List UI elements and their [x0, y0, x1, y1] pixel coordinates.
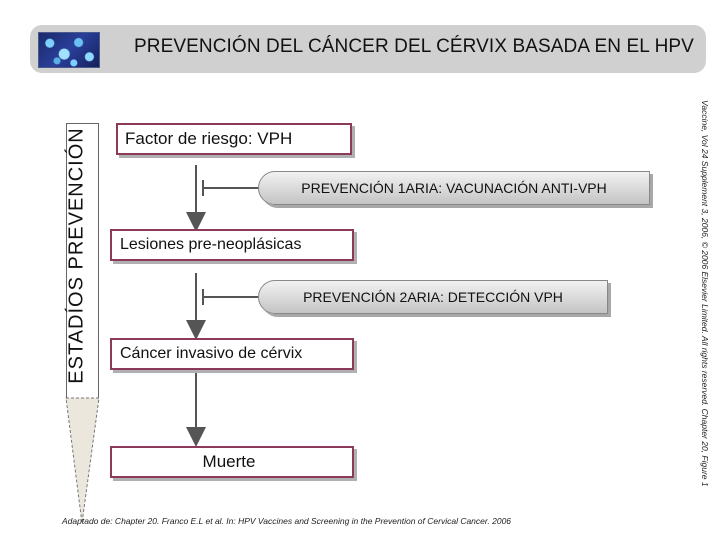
right-citation-text: Vaccine, Vol 24 Supplement 3, 2006, © 2006 Elsevier Limited. All rights reserved. Chapter 20, Figure 1 — [700, 100, 710, 487]
stage-risk-factor — [116, 123, 352, 155]
page-title: PREVENCIÓN DEL CÁNCER DEL CÉRVIX BASADA EN EL HPV — [134, 36, 694, 57]
stages-label-text: ESTADÍOS PREVENCIÓN — [65, 126, 88, 384]
secondary-prevention-box — [258, 280, 608, 314]
stage-invasive-cancer — [110, 338, 354, 370]
stage-preneoplastic — [110, 229, 354, 261]
primary-prevention-label: PREVENCIÓN 1ARIA: VACUNACIÓN ANTI-VPH — [301, 180, 607, 196]
right-citation — [700, 100, 712, 520]
stage-death — [110, 446, 354, 478]
secondary-prevention-label: PREVENCIÓN 2ARIA: DETECCIÓN VPH — [303, 289, 563, 305]
stage-death-label: Muerte — [202, 452, 256, 471]
stage-preneoplastic-label: Lesiones pre-neoplásicas — [120, 236, 302, 253]
stage-risk-factor-label: Factor de riesgo: VPH — [125, 129, 293, 148]
footer-citation: Adaptado de: Chapter 20. Franco E.L et al. In: HPV Vaccines and Screening in the Prevention of Cervical Cancer. 2006 — [62, 516, 512, 526]
primary-prevention-box — [258, 171, 650, 205]
stage-invasive-cancer-label: Cáncer invasivo de cérvix — [120, 345, 303, 362]
